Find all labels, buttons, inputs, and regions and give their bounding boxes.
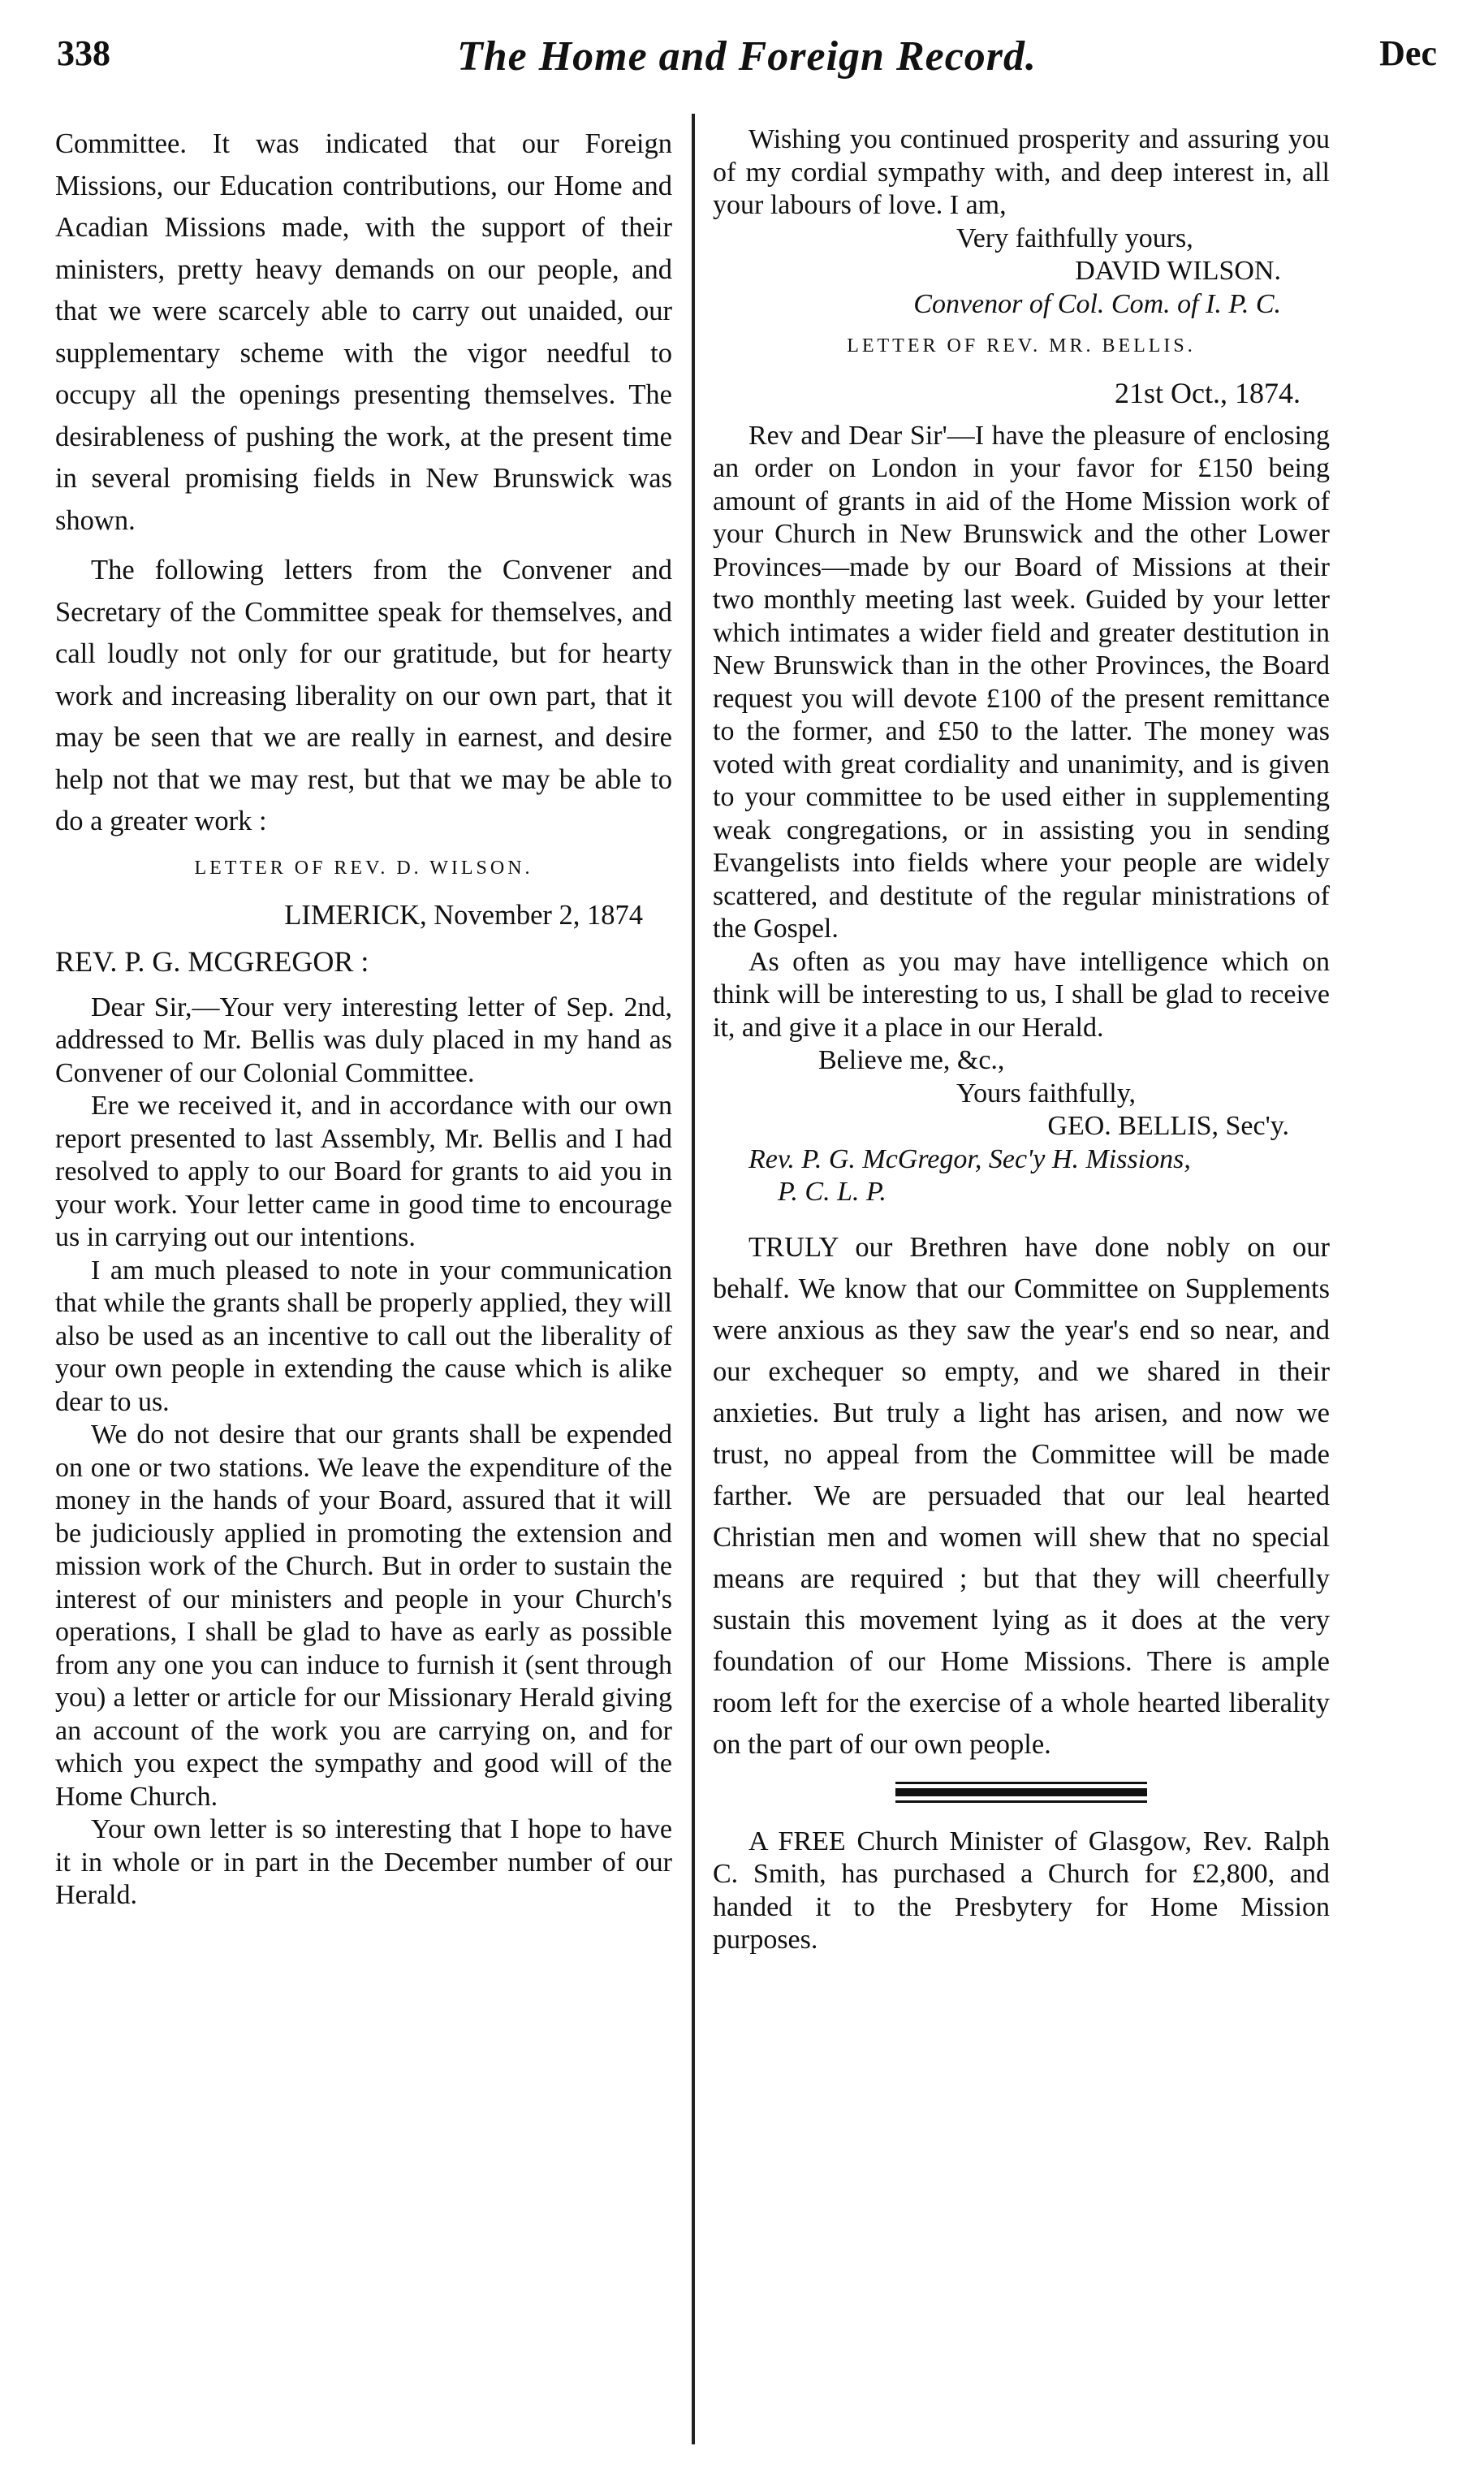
signature-line: Believe me, &c., [818, 1045, 1005, 1075]
letter-dateline: LIMERICK, November 2, 1874 [284, 899, 643, 931]
page-number: 338 [57, 33, 110, 73]
body-paragraph: The following letters from the Convener and Secretary of the Committee speak for themselves, and call loudly not only for our gratitude, but for hearty work and increasing liberality on our own part, that it may be seen that we are really in earnest, and desire help not that we may rest, but that we may be able to do a greater work : [55, 555, 672, 836]
signature-line: Yours faithfully, [956, 1078, 1137, 1109]
section-rule [895, 1782, 1147, 1803]
letter-paragraph: Your own letter is so interesting that I hope to have it in whole or in part in the December number of our Herald. [55, 1814, 672, 1910]
letter-paragraph: As often as you may have intelligence which on think will be interesting to us, I shall be glad to receive it, and give it a place in our Herald. [713, 946, 1330, 1043]
column-divider [692, 114, 695, 2444]
running-title: The Home and Foreign Record. [456, 33, 1038, 80]
signature-line: Very faithfully yours, [956, 223, 1193, 253]
letter-heading: LETTER OF REV. MR. BELLIS. [847, 335, 1196, 357]
letter-paragraph: Rev and Dear Sir'—I have the pleasure of enclosing an order on London in your favor for £150 being amount of grants in aid of the Home Mission work of your Church in New Brunswick and the other Lower Provinces—made by our Board of Missions at their two monthly meeting last week. Guided by your letter which intimates a wider field and greater destitution in New Brunswick than in the other Provinces, the Board request you will devote £100 of the present remittance to the former, and £50 to the latter. The money was voted with great cordiality and unanimity, and is given to your committee to be used either in supplementing weak congregations, or in assisting you in sending Evangelists into fields where your people are widely scattered, and destitute of the regular ministrations of the Gospel. [713, 420, 1330, 944]
editorial-paragraph: TRULY our Brethren have done nobly on our behalf. We know that our Committee on Supplements were anxious as they saw the year's end so near, and our exchequer so empty, and we shared in their anxieties. But truly a light has arisen, and now we trust, no appeal from the Committee will be made farther. We are persuaded that our leal hearted Christian men and women will shew that no special means are required ; but that they will cheerfully sustain this movement lying as it does at the very foundation of our Home Missions. There is ample room left for the exercise of a whole hearted liberality on the part of our own people. [713, 1231, 1330, 1760]
right-column [713, 123, 1330, 1964]
running-header [57, 32, 1437, 97]
signature-title: Convenor of Col. Com. of I. P. C. [913, 288, 1281, 319]
letter-paragraph: We do not desire that our grants shall be expended on one or two stations. We leave the expenditure of the money in the hands of your Board, assured that it will be judiciously applied in promoting the extension and mission work of the Church. But in order to sustain the interest of our ministers and people in your Church's operations, I shall be glad to have as early as possible from any one you can induce to furnish it (sent through you) a letter or article for our Missionary Herald giving an account of the work you are carrying on, and for which you expect the sympathy and good will of the Home Church. [55, 1420, 672, 1812]
month-abbreviation: Dec [1379, 33, 1437, 73]
letter-paragraph: Dear Sir,—Your very interesting letter of Sep. 2nd, addressed to Mr. Bellis was duly placed in my hand as Convener of our Colonial Committee. [55, 992, 672, 1088]
signature-name: DAVID WILSON. [1075, 256, 1281, 286]
letter-heading: LETTER OF REV. D. WILSON. [194, 857, 533, 879]
signature-title: Rev. P. G. McGregor, Sec'y H. Missions, [748, 1143, 1191, 1174]
news-paragraph: A FREE Church Minister of Glasgow, Rev. Ralph C. Smith, has purchased a Church for £2,800, and handed it to the Presbytery for Home Mission purposes. [713, 1826, 1330, 1955]
letter-salutation: REV. P. G. MCGREGOR : [55, 945, 369, 978]
letter-closing: Wishing you continued prosperity and assuring you of my cordial sympathy with, and deep interest in, all your labours of love. I am, [713, 124, 1330, 220]
left-column [55, 123, 672, 1912]
body-paragraph: Committee. It was indicated that our Foreign Missions, our Education contributions, our Home and Acadian Missions made, with the support of their ministers, pretty heavy demands on our people, and that we were scarcely able to carry out unaided, our supplementary scheme with the vigor needful to occupy all the openings presenting themselves. The desirableness of pushing the work, at the present time in several promising fields in New Brunswick was shown. [55, 128, 672, 536]
letter-dateline: 21st Oct., 1874. [1115, 377, 1301, 409]
letter-paragraph: Ere we received it, and in accordance with our own report presented to last Assembly, Mr. Bellis and I had resolved to apply to our Board for grants to aid you in your work. Your letter came in good time to encourage us in carrying out our intentions. [55, 1091, 672, 1252]
signature-title: P. C. L. P. [778, 1177, 887, 1207]
signature-name: GEO. BELLIS, Sec'y. [1047, 1111, 1289, 1141]
letter-paragraph: I am much pleased to note in your communication that while the grants shall be properly applied, they will also be used as an incentive to call out the liberality of your own people in extending the cause which is alike dear to us. [55, 1255, 672, 1417]
